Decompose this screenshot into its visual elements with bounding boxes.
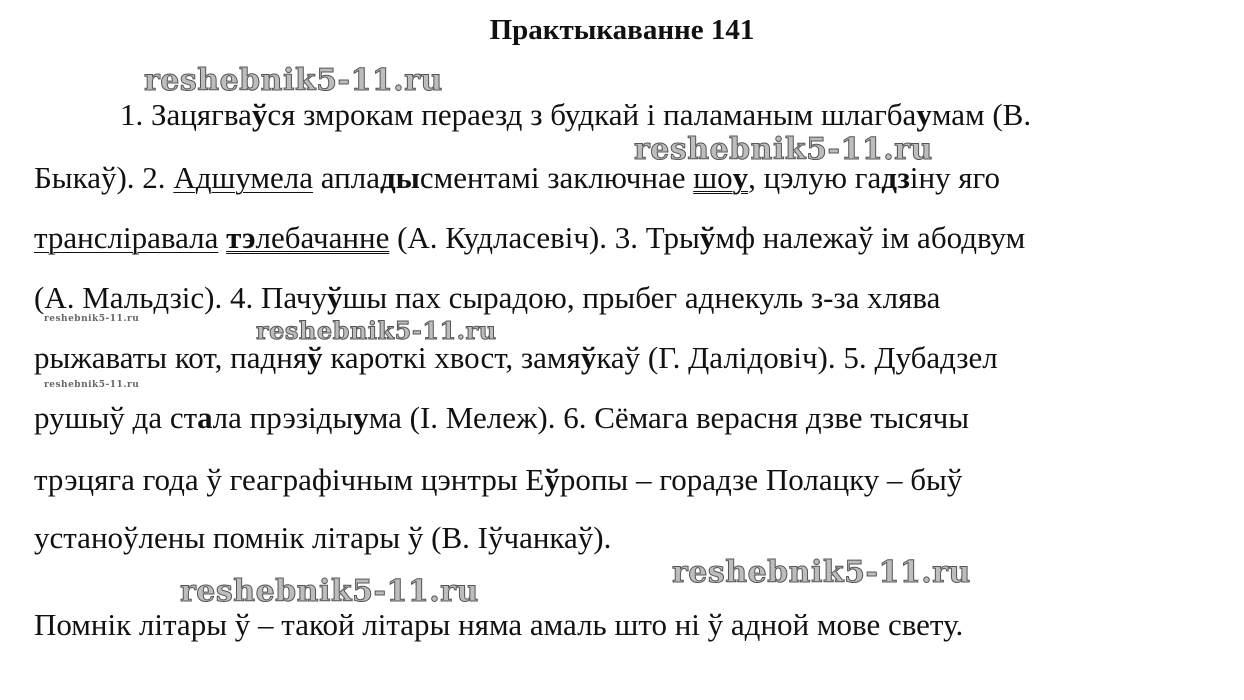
- text-fragment: шы пах сырадою, прыбег аднекуль з-за хлява: [342, 280, 941, 315]
- text-fragment: іну яго: [909, 160, 1000, 195]
- bold-letter: у: [916, 97, 932, 132]
- bold-letters: ды: [379, 160, 420, 195]
- text-fragment: ла прэзіды: [212, 400, 354, 435]
- text-fragment: мф належаў ім абодвум: [715, 220, 1026, 255]
- text-line-6: [34, 398, 969, 438]
- text-fragment: (А. Мальдзіс). 4. Пачу: [34, 280, 328, 315]
- watermark-small: reshebnik5-11.ru: [44, 380, 140, 390]
- watermark: reshebnik5-11.ru: [180, 574, 479, 609]
- text-fragment: лебачанне: [255, 220, 390, 255]
- text-fragment: рушыў да ст: [34, 400, 198, 435]
- watermark: reshebnik5-11.ru: [144, 63, 443, 98]
- text-fragment: ропы – горадзе Полацку – быў: [559, 462, 963, 497]
- bold-letter: ў: [251, 97, 268, 132]
- text-fragment: кароткі хвост, замя: [322, 340, 581, 375]
- text-fragment: рыжаваты кот, падня: [34, 340, 308, 375]
- page-title: Практыкаванне 141: [489, 14, 755, 46]
- watermark-small: reshebnik5-11.ru: [44, 314, 140, 324]
- text-line-8: [34, 518, 611, 558]
- text-fragment: трэцяга года ў геаграфічным цэнтры Е: [34, 462, 545, 497]
- bold-letter: ў: [307, 340, 323, 375]
- text-fragment: Быкаў). 2.: [34, 160, 174, 195]
- text-line-4: [34, 278, 940, 318]
- bold-letter: у: [353, 400, 369, 435]
- text-fragment: устаноўлены помнік літары ў (В. Іўчанкаў).: [34, 520, 612, 555]
- text-fragment: , цэлую га: [748, 160, 882, 195]
- text-line-7: [34, 460, 962, 500]
- text-fragment: ма (І. Мележ). 6. Сёмага верасня дзве тысячы: [368, 400, 970, 435]
- bold-letters: тэ: [226, 220, 256, 255]
- text-line-3: [34, 218, 1025, 258]
- text-fragment: каў (Г. Далідовіч). 5. Дубадзел: [596, 340, 998, 375]
- text-line-5: [34, 338, 998, 378]
- bold-letter: у: [732, 160, 749, 195]
- text-fragment: мам (В.: [931, 97, 1032, 132]
- text-fragment: шо: [693, 160, 733, 195]
- bold-letters: дз: [881, 160, 910, 195]
- bold-letter: ў: [580, 340, 597, 375]
- text-fragment: ся змрокам пераезд з будкай і паламаным шлагба: [267, 97, 917, 132]
- bold-letter: ў: [699, 220, 716, 255]
- text-fragment: (А. Кудласевіч). 3. Тры: [389, 220, 700, 255]
- watermark: reshebnik5-11.ru: [256, 316, 497, 345]
- underlined-predicate: Адшумела: [173, 160, 314, 195]
- bold-letter: ў: [544, 462, 560, 497]
- text-fragment: Помнік літары ў – такой літары няма амаль што ні ў адной мове свету.: [34, 607, 964, 642]
- text-fragment: сментамі заключнае: [419, 160, 694, 195]
- watermark: reshebnik5-11.ru: [634, 132, 933, 167]
- text-fragment: [218, 220, 226, 255]
- watermark: reshebnik5-11.ru: [672, 555, 971, 590]
- text-fragment: 1. Зацягва: [120, 97, 252, 132]
- underlined-predicate: трансліравала: [34, 220, 219, 255]
- text-fragment: апла: [313, 160, 380, 195]
- text-line-1: [34, 95, 1031, 135]
- bold-letter: ў: [327, 280, 343, 315]
- double-underlined-subject: [226, 220, 389, 255]
- text-line-9: [34, 605, 963, 645]
- bold-letter: а: [197, 400, 213, 435]
